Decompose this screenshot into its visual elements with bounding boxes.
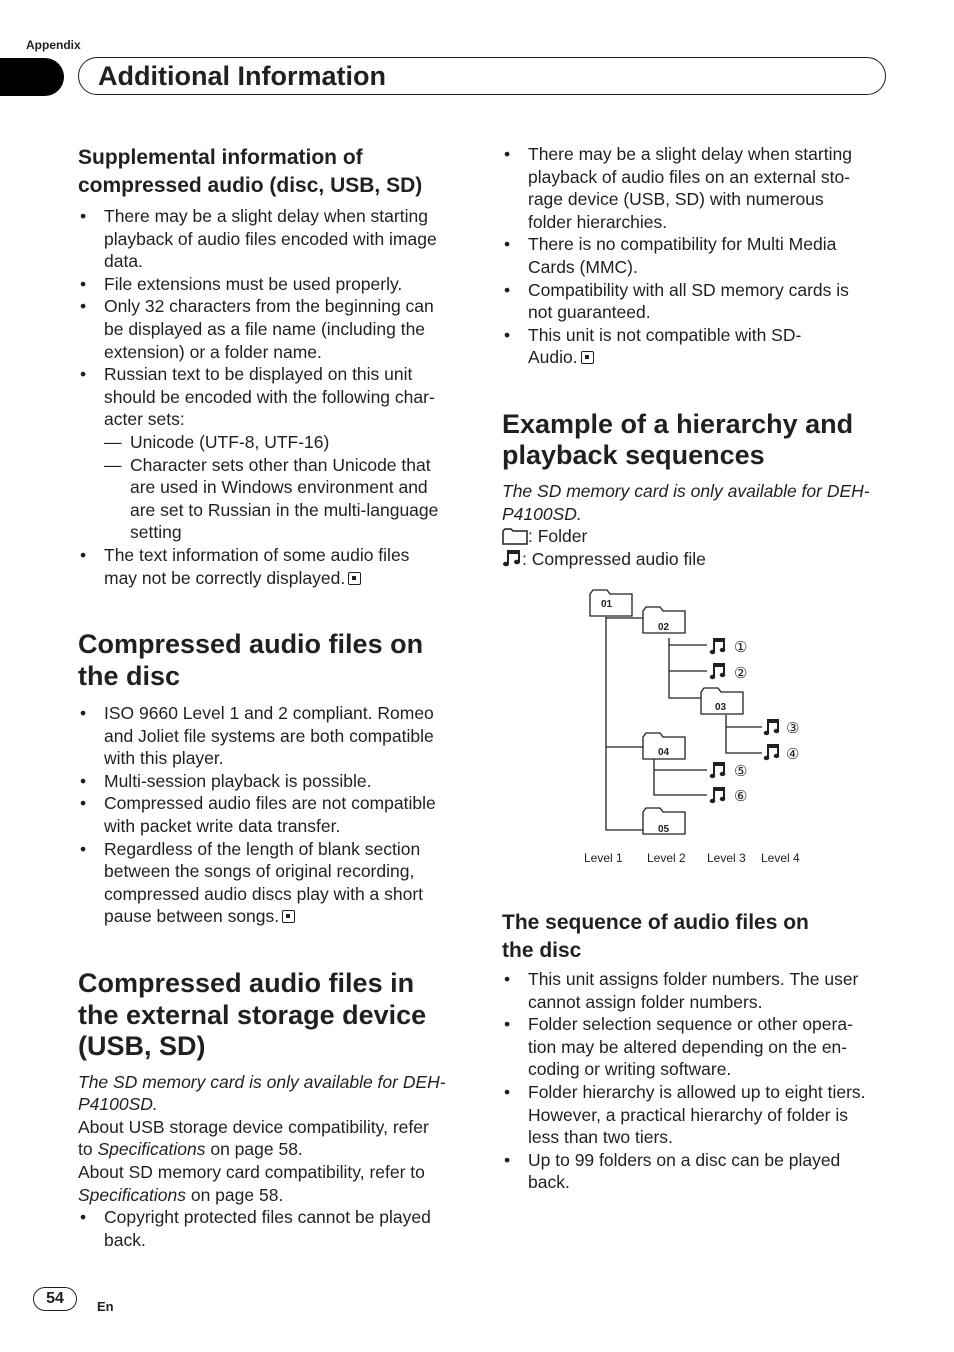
- level-label: Level 3: [707, 851, 746, 865]
- folder-label: 02: [658, 622, 670, 633]
- external-storage-body: [78, 1071, 473, 1252]
- music-note-icon: [764, 745, 780, 760]
- list-item: • Compressed audio files are not compatible with packet write data transfer.: [78, 792, 473, 837]
- note: P4100SD.: [78, 1094, 158, 1115]
- music-note-icon: [710, 664, 726, 679]
- list-item: • Folder hierarchy is allowed up to eight tiers. However, a practical hierarchy of folder is less than two tiers.: [502, 1081, 897, 1149]
- sub-list-item: — Unicode (UTF-8, UTF-16): [104, 431, 330, 452]
- supplemental-list: [78, 205, 473, 589]
- legend-file: : Compressed audio file: [502, 548, 897, 571]
- file-number: ⑥: [734, 788, 748, 805]
- folder-label: 05: [658, 824, 670, 835]
- page-title: Additional Information: [98, 61, 386, 91]
- file-number: ②: [734, 665, 748, 682]
- note: P4100SD.: [502, 503, 582, 524]
- right-column: [502, 143, 897, 570]
- left-column: [78, 144, 473, 1251]
- note: The SD memory card is only available for DEH-: [78, 1071, 446, 1092]
- folder-icon: [502, 528, 528, 545]
- disc-list: [78, 702, 473, 928]
- list-item: • There is no compatibility for Multi Media Cards (MMC).: [502, 233, 897, 278]
- level-label: Level 1: [584, 851, 623, 865]
- level-label: Level 2: [647, 851, 686, 865]
- music-note-icon: [764, 720, 780, 735]
- list-item: • Compatibility with all SD memory cards is not guaranteed.: [502, 279, 897, 324]
- music-note-icon: [710, 639, 726, 654]
- file-number: ①: [734, 639, 748, 656]
- list-item: • File extensions must be used properly.: [78, 273, 473, 296]
- list-item: • There may be a slight delay when starting playback of audio files on an external sto- rage device (USB, SD) with numerous folder hierarchies.: [502, 143, 897, 233]
- paragraph: to Specifications on page 58.: [78, 1139, 303, 1160]
- music-note-icon: [710, 763, 726, 778]
- example-body: [502, 480, 897, 570]
- supplemental-heading: [78, 144, 473, 200]
- music-note-icon: [502, 548, 522, 568]
- list-item: • Folder selection sequence or other opera- tion may be altered depending on the en- coding or writing software.: [502, 1013, 897, 1081]
- file-number: ⑤: [734, 763, 748, 780]
- section-label: Appendix: [26, 38, 81, 52]
- end-mark-icon: [348, 572, 361, 585]
- end-mark-icon: [581, 351, 594, 364]
- paragraph: About USB storage device compatibility, refer: [78, 1116, 429, 1137]
- file-number: ④: [786, 746, 800, 763]
- storage-notes-list: [502, 143, 897, 369]
- list-item: • There may be a slight delay when starting playback of audio files encoded with image data.: [78, 205, 473, 273]
- list-item: • The text information of some audio files may not be correctly displayed.: [78, 544, 473, 589]
- external-storage-heading: Compressed audio files in the external storage device (USB, SD): [78, 968, 427, 1062]
- file-number: ③: [786, 720, 800, 737]
- level-label: Level 4: [761, 851, 800, 865]
- sub-list-item: — Character sets other than Unicode that are used in Windows environment and are set to Russian in the multi-language setting: [104, 454, 439, 543]
- language-label: En: [97, 1299, 114, 1314]
- sequence-section: [502, 909, 897, 1194]
- heading-line: compressed audio (disc, USB, SD): [78, 174, 423, 197]
- folder-label: 04: [658, 747, 670, 758]
- sequence-list: [502, 968, 897, 1194]
- note: The SD memory card is only available for DEH-: [502, 480, 870, 501]
- external-list: [78, 1206, 473, 1251]
- list-item: • Russian text to be displayed on this unit should be encoded with the following char- acter sets:: [78, 363, 473, 431]
- folder-label: 01: [601, 599, 613, 610]
- legend-folder: : Folder: [502, 525, 897, 548]
- list-item: • Only 32 characters from the beginning can be displayed as a file name (including the extension) or a folder name.: [78, 295, 473, 363]
- sequence-heading: The sequence of audio files on the disc: [502, 911, 809, 962]
- section-tab-marker: [0, 58, 64, 96]
- music-note-icon: [710, 788, 726, 803]
- example-hierarchy-heading: Example of a hierarchy and playback sequences: [502, 408, 854, 471]
- list-item: • Copyright protected files cannot be played back.: [78, 1206, 473, 1251]
- paragraph: Specifications on page 58.: [78, 1184, 284, 1205]
- list-item: • ISO 9660 Level 1 and 2 compliant. Romeo and Joliet file systems are both compatible with this player.: [78, 702, 473, 770]
- list-item: • Multi-session playback is possible.: [78, 770, 473, 793]
- paragraph: About SD memory card compatibility, refer to: [78, 1161, 425, 1182]
- list-item: • Regardless of the length of blank section between the songs of original recording, compressed audio discs play with a short pause between songs.: [78, 838, 473, 928]
- compressed-disc-heading: Compressed audio files on the disc: [78, 629, 424, 691]
- heading-line: Supplemental information of: [78, 146, 363, 169]
- hierarchy-diagram: [570, 585, 830, 870]
- page-number: 54: [33, 1287, 77, 1311]
- list-item: • Up to 99 folders on a disc can be played back.: [502, 1149, 897, 1194]
- list-item: • This unit assigns folder numbers. The user cannot assign folder numbers.: [502, 968, 897, 1013]
- folder-label: 03: [715, 702, 727, 713]
- end-mark-icon: [282, 910, 295, 923]
- list-item: • This unit is not compatible with SD- Audio.: [502, 324, 897, 369]
